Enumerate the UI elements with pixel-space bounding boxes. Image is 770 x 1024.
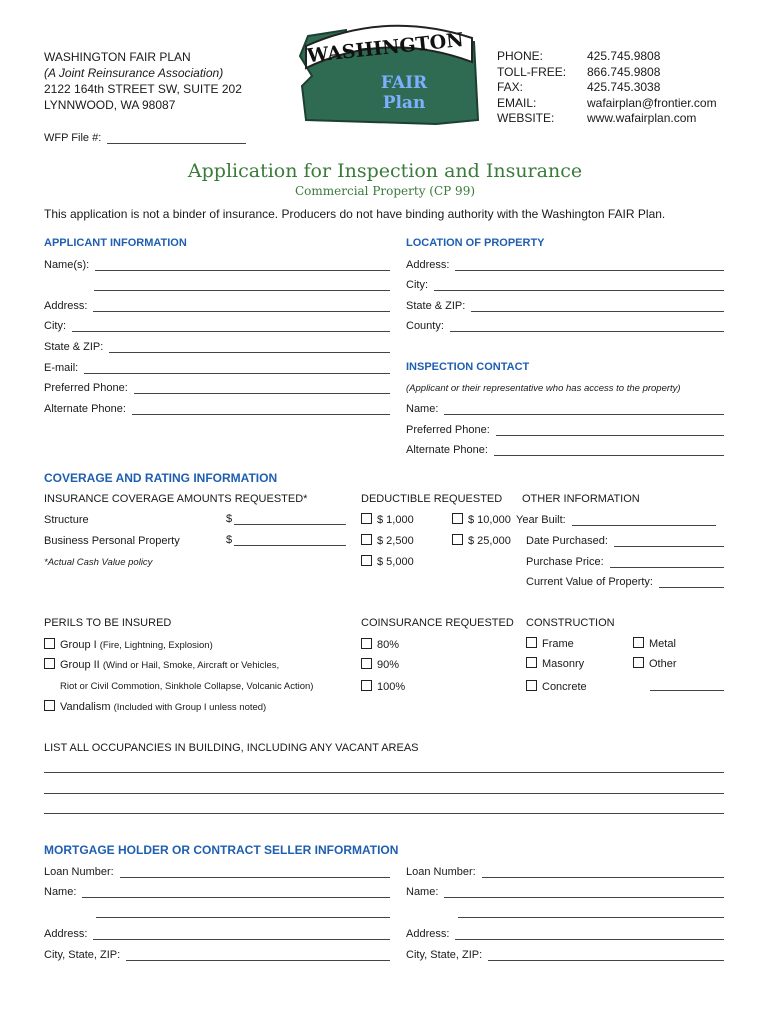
coverage-footnote: *Actual Cash Value policy	[44, 557, 153, 568]
coinsurance-90[interactable]: 90%	[361, 658, 399, 671]
construction-heading: CONSTRUCTION	[526, 617, 615, 629]
construction-masonry[interactable]: Masonry	[526, 657, 584, 670]
org-address-2: LYNNWOOD, WA 98087	[44, 98, 176, 112]
other-info-heading: OTHER INFORMATION	[522, 493, 640, 505]
coverage-heading: COVERAGE AND RATING INFORMATION	[44, 471, 278, 485]
logo-arc-text: WASHINGTON	[306, 28, 465, 68]
mortgage-2-name-field[interactable]: Name:	[406, 886, 724, 898]
deductible-25000[interactable]: $ 25,000	[452, 534, 511, 547]
occupancies-line-3[interactable]	[44, 813, 724, 814]
checkbox-icon	[526, 637, 537, 648]
mortgage-1-name-line-2[interactable]	[96, 917, 390, 918]
checkbox-icon	[526, 657, 537, 668]
coverage-amounts-heading: INSURANCE COVERAGE AMOUNTS REQUESTED*	[44, 493, 308, 505]
deductible-10000[interactable]: $ 10,000	[452, 513, 511, 526]
peril-group-1[interactable]: Group I (Fire, Lightning, Explosion)	[44, 638, 213, 651]
applicant-preferred-phone-field[interactable]: Preferred Phone:	[44, 382, 390, 394]
applicant-city-field[interactable]: City:	[44, 320, 390, 332]
peril-group-2-note-cont: Riot or Civil Commotion, Sinkhole Collapse, Volcanic Action)	[60, 681, 314, 692]
deductible-5000[interactable]: $ 5,000	[361, 555, 414, 568]
mortgage-2-csz-field[interactable]: City, State, ZIP:	[406, 949, 724, 961]
contact-phone: PHONE: 425.745.9808	[497, 49, 661, 63]
applicant-state-zip-field[interactable]: State & ZIP:	[44, 341, 390, 353]
applicant-alternate-phone-field[interactable]: Alternate Phone:	[44, 403, 390, 415]
perils-heading: PERILS TO BE INSURED	[44, 617, 172, 629]
inspection-alternate-phone-field[interactable]: Alternate Phone:	[406, 444, 724, 456]
year-built-field[interactable]: Year Built:	[516, 514, 716, 526]
applicant-names-field[interactable]: Name(s):	[44, 259, 390, 271]
checkbox-icon	[361, 680, 372, 691]
construction-frame[interactable]: Frame	[526, 637, 574, 650]
inspection-note: (Applicant or their representative who has access to the property)	[406, 383, 681, 394]
coinsurance-100[interactable]: 100%	[361, 680, 405, 693]
inspection-name-field[interactable]: Name:	[406, 403, 724, 415]
checkbox-icon	[361, 534, 372, 545]
construction-concrete[interactable]: Concrete	[526, 680, 587, 693]
contact-email[interactable]: EMAIL: wafairplan@frontier.com	[497, 95, 717, 110]
location-city-field[interactable]: City:	[406, 279, 724, 291]
construction-other[interactable]: Other	[633, 657, 677, 670]
applicant-names-line-2[interactable]	[94, 290, 390, 291]
bpp-label: Business Personal Property	[44, 535, 180, 547]
checkbox-icon	[452, 513, 463, 524]
bpp-amount-field[interactable]: $	[226, 534, 346, 546]
deductible-1000[interactable]: $ 1,000	[361, 513, 414, 526]
org-subtitle: (A Joint Reinsurance Association)	[44, 66, 224, 80]
contact-block	[497, 49, 717, 127]
org-name: WASHINGTON FAIR PLAN	[44, 50, 191, 64]
checkbox-icon	[526, 680, 537, 691]
mortgage-1-csz-field[interactable]: City, State, ZIP:	[44, 949, 390, 961]
washington-fair-plan-logo	[286, 16, 486, 134]
location-address-field[interactable]: Address:	[406, 259, 724, 271]
contact-tollfree: TOLL-FREE: 866.745.9808	[497, 64, 661, 79]
logo-plan-text: Plan	[382, 93, 426, 113]
checkbox-icon	[633, 637, 644, 648]
checkbox-icon	[361, 638, 372, 649]
location-state-zip-field[interactable]: State & ZIP:	[406, 300, 724, 312]
purchase-price-field[interactable]: Purchase Price:	[526, 556, 724, 568]
contact-website[interactable]: WEBSITE: www.wafairplan.com	[497, 111, 697, 125]
occupancies-line-2[interactable]	[44, 793, 724, 794]
checkbox-icon	[361, 513, 372, 524]
checkbox-icon	[361, 555, 372, 566]
mortgage-2-address-field[interactable]: Address:	[406, 928, 724, 940]
peril-group-2[interactable]: Group II (Wind or Hail, Smoke, Aircraft or Vehicles,	[44, 658, 279, 671]
logo-fair-text: FAIR	[380, 73, 428, 93]
mortgage-1-address-field[interactable]: Address:	[44, 928, 390, 940]
organization-block	[44, 49, 242, 113]
page-subtitle: Commercial Property (CP 99)	[294, 184, 476, 198]
construction-metal[interactable]: Metal	[633, 637, 676, 650]
coinsurance-80[interactable]: 80%	[361, 638, 399, 651]
mortgage-1-name-field[interactable]: Name:	[44, 886, 390, 898]
page-title: Application for Inspection and Insurance	[187, 160, 583, 182]
checkbox-icon	[44, 700, 55, 711]
deductible-heading: DEDUCTIBLE REQUESTED	[361, 493, 503, 505]
location-heading: LOCATION OF PROPERTY	[406, 237, 545, 249]
checkbox-icon	[44, 658, 55, 669]
occupancies-heading: LIST ALL OCCUPANCIES IN BUILDING, INCLUDING ANY VACANT AREAS	[44, 742, 419, 754]
deductible-2500[interactable]: $ 2,500	[361, 534, 414, 547]
mortgage-2-loan-field[interactable]: Loan Number:	[406, 866, 724, 878]
disclaimer: This application is not a binder of insurance. Producers do not have binding authority with the Washington FAIR Plan.	[44, 207, 666, 221]
inspection-heading: INSPECTION CONTACT	[406, 361, 530, 373]
occupancies-line-1[interactable]	[44, 772, 724, 773]
checkbox-icon	[452, 534, 463, 545]
checkbox-icon	[633, 657, 644, 668]
inspection-preferred-phone-field[interactable]: Preferred Phone:	[406, 424, 724, 436]
checkbox-icon	[361, 658, 372, 669]
current-value-field[interactable]: Current Value of Property:	[526, 576, 724, 588]
checkbox-icon	[44, 638, 55, 649]
wfp-file-field[interactable]: WFP File #:	[44, 132, 246, 144]
peril-vandalism[interactable]: Vandalism (Included with Group I unless noted)	[44, 700, 266, 713]
structure-amount-field[interactable]: $	[226, 513, 346, 525]
applicant-heading: APPLICANT INFORMATION	[44, 237, 187, 249]
mortgage-1-loan-field[interactable]: Loan Number:	[44, 866, 390, 878]
mortgage-2-name-line-2[interactable]	[458, 917, 724, 918]
location-county-field[interactable]: County:	[406, 320, 724, 332]
applicant-email-field[interactable]: E-mail:	[44, 362, 390, 374]
mortgage-heading: MORTGAGE HOLDER OR CONTRACT SELLER INFORMATION	[44, 843, 399, 857]
contact-fax: FAX: 425.745.3038	[497, 80, 661, 94]
coinsurance-heading: COINSURANCE REQUESTED	[361, 617, 514, 629]
date-purchased-field[interactable]: Date Purchased:	[526, 535, 724, 547]
structure-label: Structure	[44, 514, 89, 526]
org-address-1: 2122 164th STREET SW, SUITE 202	[44, 82, 242, 96]
construction-other-line[interactable]	[650, 690, 724, 691]
applicant-address-field[interactable]: Address:	[44, 300, 390, 312]
